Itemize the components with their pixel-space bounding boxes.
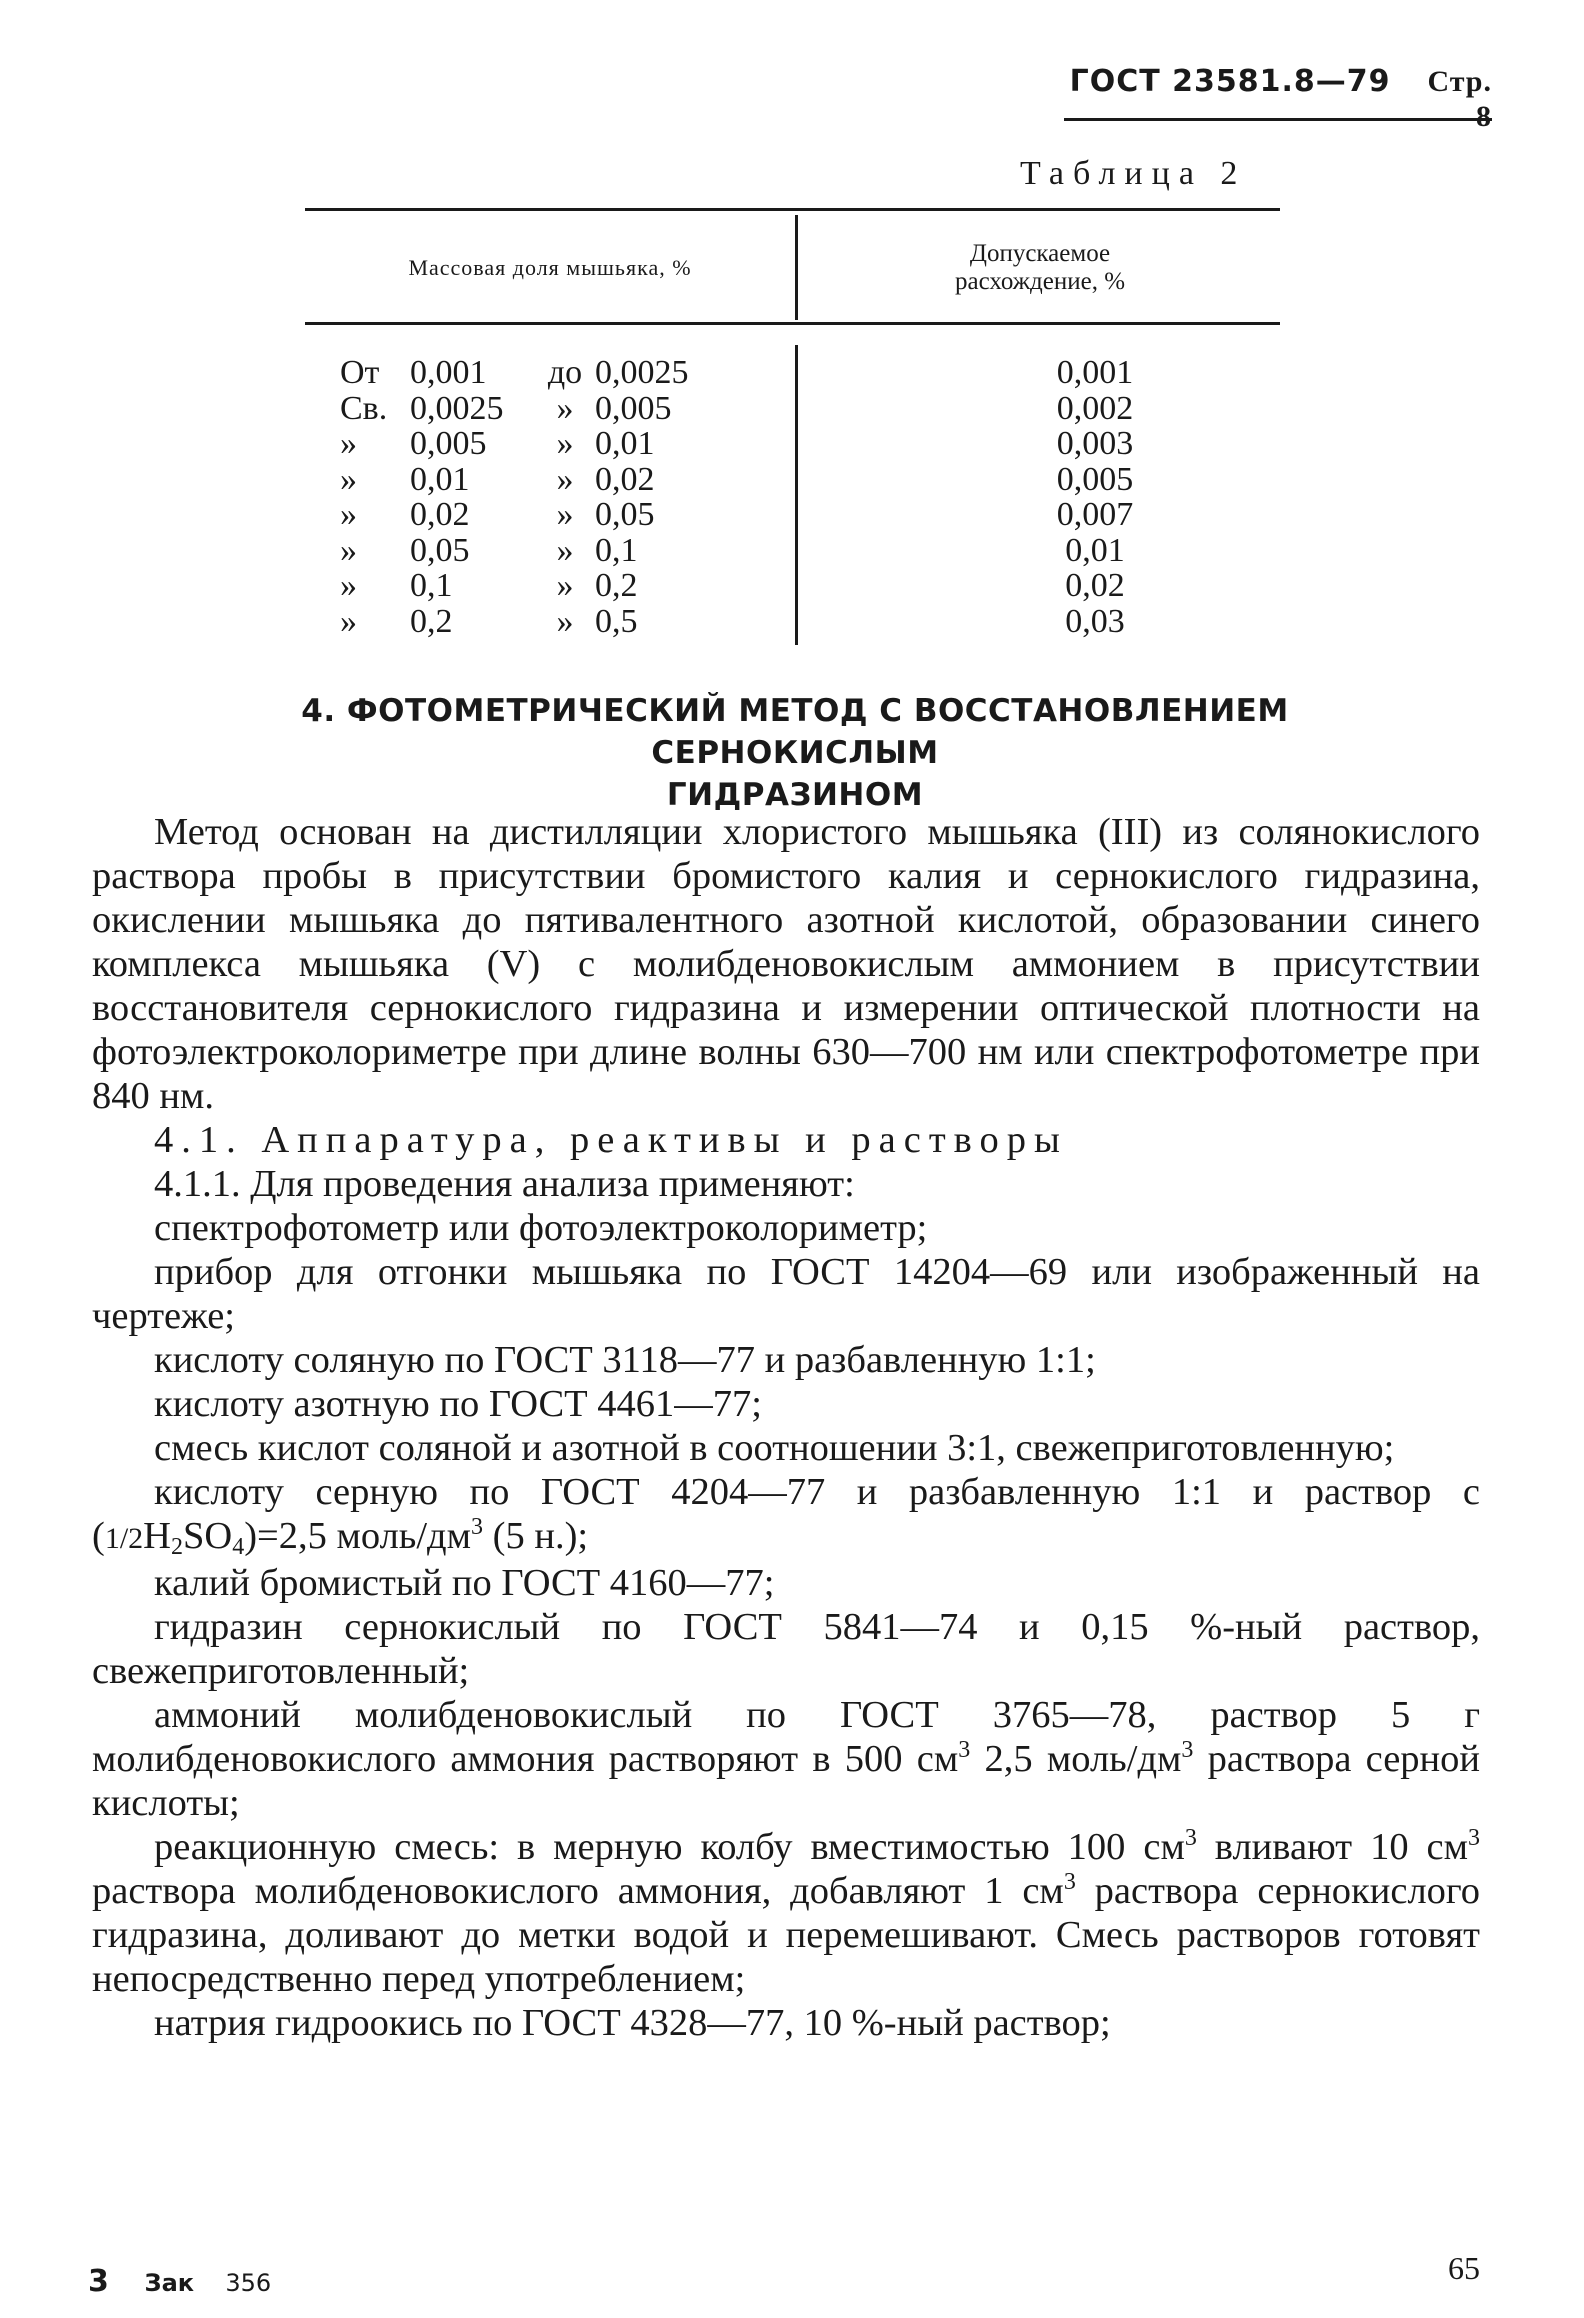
row-prefix: От [340,354,380,391]
range-low: 0,05 [410,531,470,569]
section-heading-line1: 4. ФОТОМЕТРИЧЕСКИЙ МЕТОД С ВОССТАНОВЛЕНИЕМ СЕРНОКИСЛЫМ [301,693,1289,771]
text-run: аммоний молибденовокислый по ГОСТ 3765—78, раствор 5 г молибденовокислого аммония растворяют в 500 см [92,1694,1480,1780]
list-item: калий бромистый по ГОСТ 4160—77; [154,1562,775,1604]
list-item: кислоту соляную по ГОСТ 3118—77 и разбавленную 1:1; [154,1339,1096,1381]
running-header [1060,64,1492,134]
superscript: 3 [1468,1825,1480,1851]
range-separator: » [556,496,574,533]
clause-intro: 4.1.1. Для проведения анализа применяют: [154,1163,855,1205]
tolerance-value: 0,01 [1065,531,1125,569]
row-prefix: » [340,567,357,604]
column-header-tolerance-line2: расхождение, % [954,268,1126,295]
superscript: 3 [1063,1869,1076,1895]
text-run: H [143,1515,171,1557]
page-label: Стр. 8 [1427,65,1492,133]
range-high: 0,1 [595,531,638,569]
text-run: (5 н.); [483,1515,589,1557]
text-run: раствора сернокислого гидразина, доливают до метки водой и перемешивают. Смесь растворов готовят непосредственно перед употреблением; [92,1870,1481,2000]
range-separator: » [556,602,574,640]
column-header-arsenic-fraction: Массовая доля мышьяка, % [408,255,692,280]
row-prefix: » [340,496,357,533]
column-header-tolerance-line1: Допускаемое [969,240,1111,267]
range-separator: » [556,531,574,569]
fraction: 1/2 [104,1522,144,1555]
print-signature [88,2264,271,2299]
superscript: 3 [471,1514,484,1540]
range-high: 0,005 [595,389,672,427]
range-low: 0,005 [410,425,487,462]
text-run: SO [182,1515,233,1557]
range-low: 0,001 [410,354,487,391]
range-high: 0,02 [595,460,655,498]
superscript: 3 [1181,1737,1194,1763]
range-separator: » [556,567,574,604]
standard-number: ГОСТ 23581.8—79 [1069,64,1391,99]
range-separator: » [556,389,574,427]
text-run: вливают 10 см [1196,1826,1468,1868]
list-item: гидразин сернокислый по ГОСТ 5841—74 и 0,15 %-ный раствор, свежеприготовленный; [92,1606,1480,1692]
signature-mark: 3 [88,2264,109,2299]
range-low: 0,1 [410,567,453,604]
range-high: 0,05 [595,496,655,533]
order-number: 356 [225,2269,272,2297]
row-prefix: » [340,460,357,498]
subscript: 2 [170,1534,183,1560]
row-prefix: » [340,425,357,462]
table-caption: Таблица 2 [1020,155,1247,192]
text-run: раствора молибденовокислого аммония, добавляют 1 см [92,1870,1064,1912]
tolerance-value: 0,003 [1056,425,1134,462]
range-low: 0,0025 [410,389,504,427]
range-separator: до [547,354,583,391]
subscript: 4 [232,1534,245,1560]
range-high: 0,2 [595,567,638,604]
range-separator: » [556,425,574,462]
section-heading-line2: ГИДРАЗИНОМ [666,777,924,813]
list-item: кислоту азотную по ГОСТ 4461—77; [154,1383,762,1425]
tolerance-value: 0,005 [1056,460,1134,498]
tolerance-value: 0,001 [1056,354,1134,391]
list-item-reaction-mixture [92,1825,1480,2001]
table-body-divider [795,345,798,645]
row-prefix: » [340,602,357,640]
row-prefix: » [340,531,357,569]
list-item: натрия гидроокись по ГОСТ 4328—77, 10 %-ный раствор; [154,2002,1111,2044]
tolerance-value: 0,03 [1065,602,1125,640]
range-high: 0,01 [595,425,655,462]
range-low: 0,01 [410,460,470,498]
list-item: прибор для отгонки мышьяка по ГОСТ 14204—69 или изображенный на чертеже; [92,1251,1480,1337]
tolerance-value: 0,002 [1056,389,1134,427]
list-item-sulfuric-acid [92,1470,1480,1561]
text-run: кислоту серную по ГОСТ 4204—77 и разбавленную 1:1 и раствор с ( [92,1471,1480,1557]
table-header-rule [305,322,1280,325]
list-item-molybdate [92,1693,1480,1825]
table-header-divider [795,215,798,320]
column-header-tolerance [800,240,1280,296]
range-low: 0,02 [410,496,470,533]
range-low: 0,2 [410,602,453,640]
list-item: спектрофотометр или фотоэлектроколориметр; [154,1207,928,1249]
range-separator: » [556,460,574,498]
list-item: смесь кислот соляной и азотной в соотношении 3:1, свежеприготовленную; [154,1427,1395,1469]
text-run: )=2,5 моль/дм [244,1515,472,1557]
subsection-title: 4.1. Аппаратура, реактивы и растворы [154,1119,1068,1161]
text-run: раствора серной кислоты; [92,1738,1481,1824]
tolerance-value: 0,02 [1065,567,1125,604]
text-run: 2,5 моль/дм [970,1738,1182,1780]
header-rule [1064,118,1492,121]
range-high: 0,0025 [595,354,689,391]
method-description: Метод основан на дистилляции хлористого мышьяка (III) из солянокислого раствора пробы в присутствии бромистого калия и сернокислого гидразина, окислении мышьяка до пятивалентного азотной кислотой, образовании синего комплекса мышьяка (V) с молибденовокислым аммонием в присутствии восстановителя сернокислого гидразина и измерении оптической плотности на фотоэлектроколориметре при длине волны 630—700 нм или спектрофотометре при 840 нм. [92,811,1480,1117]
superscript: 3 [1184,1825,1197,1851]
order-label: Зак [144,2269,195,2297]
page-number: 65 [1448,2250,1480,2286]
superscript: 3 [958,1737,971,1763]
body-text [92,810,1480,2045]
row-prefix: Св. [340,389,388,427]
section-heading [160,690,1430,816]
tolerance-value: 0,007 [1056,496,1134,533]
range-high: 0,5 [595,602,638,640]
text-run: реакционную смесь: в мерную колбу вместимостью 100 см [154,1826,1185,1868]
table-top-rule [305,208,1280,211]
